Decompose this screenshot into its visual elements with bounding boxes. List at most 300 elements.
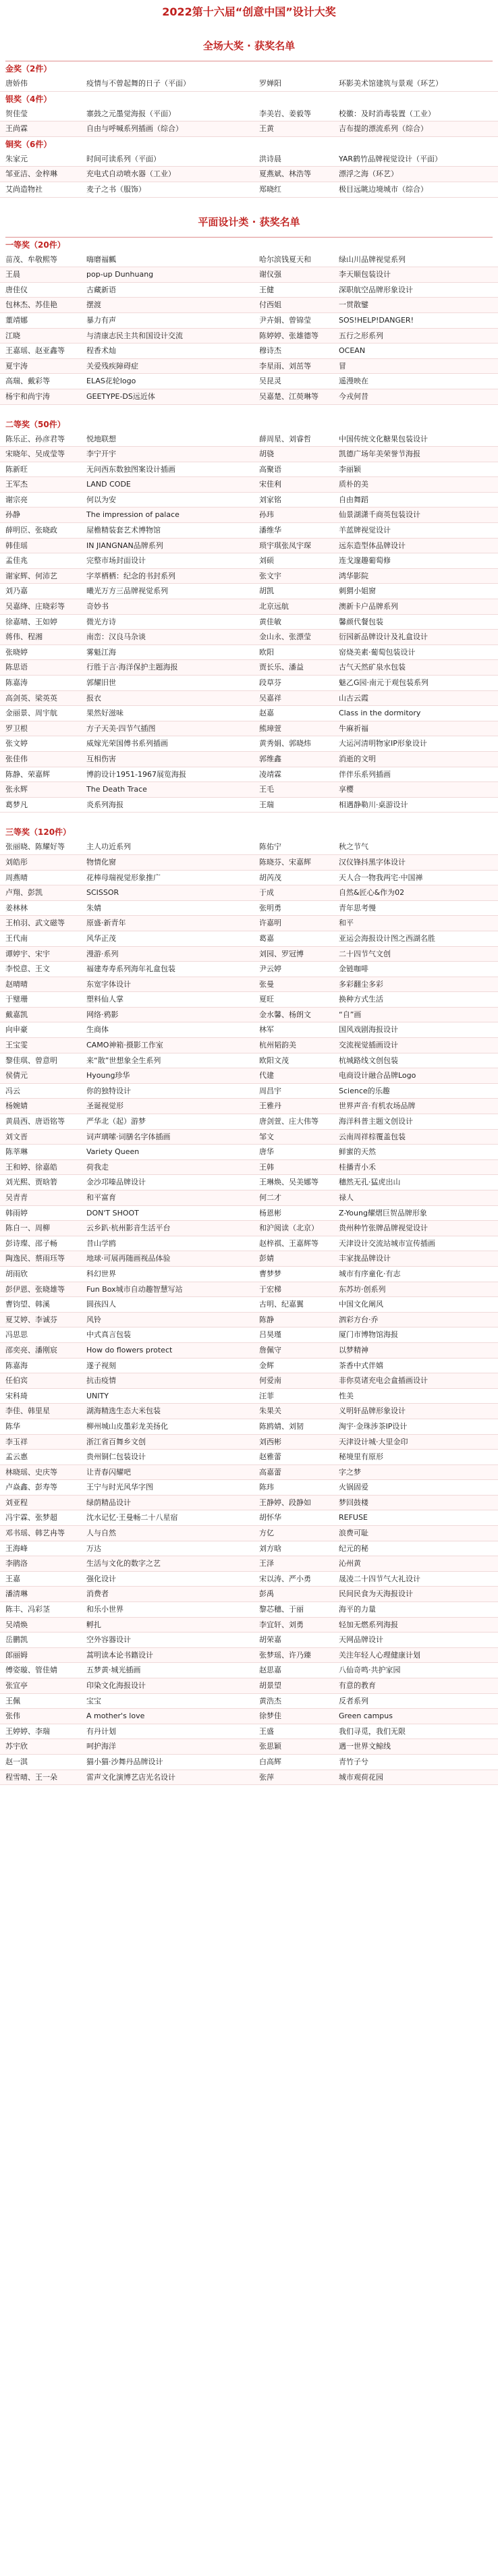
work-title: 大运河清明物家IP形象设计: [339, 739, 427, 748]
work-title: 禄人: [339, 1193, 354, 1202]
award-row: [0, 1663, 498, 1678]
work-title: 字之梦: [339, 1467, 361, 1477]
designer-name: 向申豪: [5, 1025, 28, 1035]
award-row: [0, 1404, 498, 1419]
work-title: 关注年轻人心理健康计划: [339, 1650, 420, 1660]
designer-name: 彭伊恩、张晓雄等: [5, 1284, 65, 1294]
designer-name: 王尚霖: [5, 124, 28, 134]
award-row: [0, 1251, 498, 1267]
work-title: 自由舞蹈: [339, 495, 368, 504]
work-title: 杭城路线文创包装: [339, 1056, 398, 1065]
work-title: 人与自然: [86, 1529, 116, 1538]
award-row: [0, 121, 498, 137]
work-title: 昔山学鸥: [86, 1238, 116, 1248]
designer-name: 朱果关: [259, 1406, 281, 1416]
designer-name: 陈静: [259, 1315, 274, 1324]
work-title: 羊蓝牌视觉设计: [339, 526, 391, 535]
designer-name: 杨婉婧: [5, 1101, 28, 1111]
designer-name: 王晨: [5, 270, 20, 279]
designer-name: 张文宇: [259, 571, 281, 580]
work-title: 换种方式生活: [339, 995, 383, 1004]
work-title: 网络·鸦影: [86, 1010, 119, 1019]
work-title: 东宽字体设计: [86, 979, 131, 989]
work-title: 关爱残疾障碍症: [86, 361, 138, 371]
designer-name: 代建: [259, 1071, 274, 1080]
award-row: [0, 1450, 498, 1465]
work-title: OCEAN: [339, 346, 366, 356]
award-row: [0, 1541, 498, 1557]
designer-name: 徐梦佳: [259, 1711, 281, 1721]
designer-name: 高剑英、梁英英: [5, 693, 57, 703]
designer-name: 胡荣嘉: [259, 1635, 281, 1645]
work-title: 刺猬小姐窗: [339, 586, 376, 596]
award-row: [0, 1313, 498, 1328]
work-title: 沁州黄: [339, 1559, 361, 1568]
work-title: 厦门市博物馆海报: [339, 1330, 398, 1340]
work-title: 馨颜代餐包装: [339, 617, 383, 626]
work-title: 深职航空品牌形象设计: [339, 285, 413, 294]
award-row: [0, 871, 498, 886]
award-row: [0, 630, 498, 645]
designer-name: 王和婷、徐嘉皓: [5, 1162, 57, 1172]
designer-name: 赵一淇: [5, 1757, 28, 1766]
designer-name: 黄秀娟、郭晓炜: [259, 739, 311, 748]
award-row: [0, 962, 498, 977]
award-category-label: 银奖（4件）: [5, 94, 52, 104]
work-title: 博韵设计1951-1967展览海报: [86, 769, 186, 779]
work-title: Class in the dormitory: [339, 709, 421, 718]
award-row: [0, 374, 498, 389]
designer-name: 王佩: [5, 1696, 20, 1705]
award-row: [0, 569, 498, 584]
work-title: 以梦精神: [339, 1345, 368, 1354]
designer-name: 曹梦梦: [259, 1269, 281, 1278]
work-title: 自由与呼喊系列插画（综合）: [86, 124, 183, 134]
designer-name: 哈尔滨钱夏天和: [259, 254, 311, 264]
award-row: [0, 931, 498, 947]
award-row: [0, 389, 498, 405]
designer-name: 王瑞: [259, 800, 274, 809]
award-row: [0, 721, 498, 737]
award-row: [0, 76, 498, 92]
work-title: 雾魁江海: [86, 647, 116, 657]
designer-name: 张伟: [5, 1711, 20, 1721]
designer-name: 唐华: [259, 1147, 274, 1157]
designer-name: 高嘉蕾: [259, 1467, 281, 1477]
work-title: 漂浮之海（环艺）: [339, 169, 398, 179]
work-title: 来“散”世想象全生系列: [86, 1056, 161, 1065]
designer-name: 任伯宾: [5, 1376, 28, 1386]
designer-name: 赵晴晴: [5, 979, 28, 989]
work-title: 风华正茂: [86, 933, 116, 943]
award-row: [0, 992, 498, 1008]
work-title: ELAS花轮logo: [86, 377, 136, 386]
designer-name: 王雅丹: [259, 1101, 281, 1111]
work-title: 风铃: [86, 1315, 101, 1324]
work-title: “自”画: [339, 1010, 362, 1019]
work-title: 猫小猫·沙舞丹品牌设计: [86, 1757, 163, 1766]
work-title: 圆孩四人: [86, 1300, 116, 1309]
work-title: 贵州种竹张牌品牌视觉设计: [339, 1224, 428, 1233]
award-row: [0, 167, 498, 182]
designer-name: 陈思语: [5, 663, 28, 672]
designer-name: 徐嘉晴、王如婷: [5, 617, 57, 626]
work-title: 南峦：汉良马杂谈: [86, 632, 146, 642]
designer-name: 卢焱鑫、彭寿等: [5, 1483, 57, 1492]
designer-name: 金水馨、杨朗文: [259, 1010, 311, 1019]
award-row: [0, 508, 498, 523]
designer-name: 尹云婷: [259, 964, 281, 974]
work-title: 方子天美·四节气插图: [86, 723, 156, 733]
designer-name: 李佳、韩里星: [5, 1406, 50, 1416]
work-title: 古气天然矿泉水包装: [339, 663, 406, 672]
designer-name: 穆诗杰: [259, 346, 281, 356]
designer-name: 张明勇: [259, 903, 281, 912]
work-title: 青竹子兮: [339, 1757, 368, 1766]
work-title: 绿荫精品设计: [86, 1498, 131, 1507]
section-title: 全场大奖 · 获奖名单: [202, 40, 296, 52]
designer-name: 李鹃洛: [5, 1559, 28, 1568]
award-row: [0, 1389, 498, 1404]
work-title: 与清康志民主共和国设计交流: [86, 331, 183, 340]
designer-name: 薛周星、刘睿哲: [259, 434, 311, 443]
award-row: [0, 1053, 498, 1069]
award-row: [0, 462, 498, 478]
work-title: 吉布提的漂流系列（综合）: [339, 124, 428, 134]
work-title: Fun Box城市自动趣智慧写站: [86, 1284, 183, 1294]
designer-name: 林晓瑶、史庆等: [5, 1467, 57, 1477]
work-title: 生活与文化的数字之艺: [86, 1559, 161, 1568]
designer-name: 吴嘉绛、庄晓彩等: [5, 602, 65, 611]
designer-name: 胡雨欣: [5, 1269, 28, 1278]
designer-name: 王海峰: [5, 1543, 28, 1553]
work-title: 抗击疫情: [86, 1376, 116, 1386]
award-row: [0, 1739, 498, 1755]
designer-name: 吴嘉祥: [259, 693, 281, 703]
work-title: GEETYPE-DS远近体: [86, 391, 155, 401]
award-row: [0, 1465, 498, 1481]
work-title: 主人功近系列: [86, 842, 131, 852]
work-title: 自然&匠心&作为02: [339, 888, 405, 898]
work-title: 城市观荷花园: [339, 1772, 383, 1782]
designer-name: 周燕晴: [5, 873, 28, 882]
work-title: 遥漫映在: [339, 377, 368, 386]
designer-name: 曹钧望、韩溪: [5, 1300, 50, 1309]
award-row: [0, 1510, 498, 1526]
work-title: 奇妙书: [86, 602, 109, 611]
designer-name: 谭婷宇、宋宇: [5, 949, 50, 958]
designer-name: 黄晨西、唐语铭等: [5, 1117, 65, 1126]
work-title: 花棒母瑞视觉形象推广: [86, 873, 161, 882]
award-row: [0, 840, 498, 855]
designer-name: 陈婷婷、张雄德等: [259, 331, 319, 340]
work-title: 遂子视刻: [86, 1361, 116, 1370]
designer-name: 方亿: [259, 1529, 274, 1538]
work-title: 有丹计划: [86, 1726, 116, 1736]
work-title: 天人合一物我两宅·中国禅: [339, 873, 423, 882]
work-title: LAND CODE: [86, 480, 131, 489]
designer-name: 李玉祥: [5, 1437, 28, 1446]
designer-name: 刘方晗: [259, 1543, 281, 1553]
designer-name: 赵嘉: [259, 709, 274, 718]
designer-name: 冯思思: [5, 1330, 28, 1340]
designer-name: 胡怀华: [259, 1513, 281, 1523]
award-row: [0, 1373, 498, 1389]
work-title: 牛麻祈福: [339, 723, 368, 733]
designer-name: 何爱南: [259, 1376, 281, 1386]
work-title: 环影美术馆建筑与景观（环艺）: [339, 79, 443, 88]
designer-name: 王代南: [5, 933, 28, 943]
award-row: [0, 1678, 498, 1694]
designer-name: 王静婷、段静如: [259, 1498, 311, 1507]
work-title: CAMO神箱·摄影工作室: [86, 1041, 163, 1050]
work-title: 鸿华影院: [339, 571, 368, 580]
work-title: 程香术灿: [86, 346, 116, 356]
work-title: 炎系列海报: [86, 800, 123, 809]
award-row: [0, 553, 498, 569]
designer-name: 詹佩守: [259, 1345, 281, 1354]
designer-name: 陈嘉海: [5, 1361, 28, 1370]
work-title: 非你莫诸充电会盒插画设计: [339, 1376, 428, 1386]
work-title: 魅乙G园·南元于观包装系列: [339, 678, 429, 687]
designer-name: 何二才: [259, 1193, 281, 1202]
work-title: 多彩翻尘多彩: [339, 979, 383, 989]
work-title: 原盛·新青年: [86, 919, 126, 928]
designer-name: 宋晓年、吴成莹等: [5, 449, 65, 459]
designer-name: 古明、纪嘉翼: [259, 1300, 304, 1309]
designer-name: 罗婵阳: [259, 79, 281, 88]
award-row: [0, 1267, 498, 1282]
work-title: Green campus: [339, 1711, 393, 1721]
work-title: 科幻世界: [86, 1269, 116, 1278]
work-title: 郭耀旧世: [86, 678, 116, 687]
work-title: 圣诞视觉形: [86, 1101, 123, 1111]
designer-name: 程雪晴、王一朵: [5, 1772, 57, 1782]
work-title: 民间民食为天海报设计: [339, 1589, 413, 1599]
designer-name: 张思颖: [259, 1742, 281, 1751]
work-title: 东苏坊·创系列: [339, 1284, 386, 1294]
award-row: [0, 1419, 498, 1435]
award-row: [0, 1282, 498, 1298]
designer-name: 陈静、荣嘉辉: [5, 769, 50, 779]
work-title: 仙景湖潇千商英包装设计: [339, 510, 420, 520]
designer-name: 郎丽姆: [5, 1650, 28, 1660]
award-row: [0, 477, 498, 493]
work-title: 丰家拢品牌设计: [339, 1254, 391, 1263]
page-title: 2022第十六届“创意中国”设计大奖: [162, 5, 336, 18]
designer-name: 张晓婷: [5, 647, 28, 657]
work-title: 孵扎: [86, 1620, 101, 1629]
work-title: 嗨磨福瓤: [86, 254, 116, 264]
award-row: [0, 313, 498, 329]
work-title: 蒿明读本论书籍设计: [86, 1650, 153, 1660]
designer-name: 张佳伟: [5, 754, 28, 763]
designer-name: 孙静: [5, 510, 20, 520]
designer-name: 陈华: [5, 1421, 20, 1431]
work-title: 生商体: [86, 1025, 109, 1035]
work-title: 云南周祥棕覆盖包装: [339, 1132, 406, 1141]
designer-name: 冯云: [5, 1086, 20, 1095]
work-title: 义明轩品牌形象设计: [339, 1406, 406, 1416]
work-title: 海平的力量: [339, 1605, 376, 1614]
designer-name: 尹卉娟、曾锦莹: [259, 315, 311, 325]
designer-name: 张丽晓、陈耀好等: [5, 842, 65, 852]
work-title: The impression of palace: [86, 510, 179, 520]
award-row: [0, 298, 498, 313]
designer-name: 韩雨婷: [5, 1208, 28, 1217]
designer-name: 黎芯穗、于丽: [259, 1605, 304, 1614]
designer-name: 岳鹏凯: [5, 1635, 28, 1645]
award-row: [0, 1602, 498, 1618]
work-title: Z-Young耀熠巨贺品牌形象: [339, 1208, 427, 1217]
designer-name: 侯倩元: [5, 1071, 28, 1080]
designer-name: 陈丰、冯彩茎: [5, 1605, 50, 1614]
work-title: 麦子之书（服饰）: [86, 184, 146, 194]
work-title: 行胜于言·海洋保护主题海报: [86, 663, 178, 672]
work-title: 字萃栖栖：纪念的书封系列: [86, 571, 175, 580]
designer-name: 葛梦凡: [5, 800, 28, 809]
designer-name: 张梦瑶、许乃臻: [259, 1650, 311, 1660]
designer-name: 姜林林: [5, 903, 28, 912]
work-title: 中国文化阐风: [339, 1300, 383, 1309]
designer-name: 熊璋萱: [259, 723, 281, 733]
award-row: [0, 1694, 498, 1709]
award-row: [0, 1343, 498, 1359]
work-title: 淘宇·金珠涉茶IP设计: [339, 1421, 408, 1431]
work-title: 金链咖啡: [339, 964, 368, 974]
award-row: [0, 645, 498, 661]
work-title: 梦回鼓楼: [339, 1498, 368, 1507]
designer-name: 冯宇霖、张梦超: [5, 1513, 57, 1523]
designer-name: 李宜轩、刘勇: [259, 1620, 304, 1629]
designer-name: 刘西彬: [259, 1437, 281, 1446]
designer-name: 王泽: [259, 1559, 274, 1568]
work-title: 和平富育: [86, 1193, 116, 1202]
award-row: [0, 676, 498, 691]
award-row: [0, 359, 498, 375]
award-row: [0, 1496, 498, 1511]
work-title: 国风戏剧海报设计: [339, 1025, 398, 1035]
work-title: 福建寿寿系列海年礼盒包装: [86, 964, 175, 974]
work-title: 暴力有声: [86, 315, 116, 325]
designer-name: 王琳焕、吴美娜等: [259, 1178, 319, 1187]
work-title: 和平: [339, 919, 354, 928]
designer-name: 陈鸥婧、刘韧: [259, 1421, 304, 1431]
work-title: 李天顺包装设计: [339, 270, 391, 279]
work-title: 浙江省百舞乡文创: [86, 1437, 146, 1446]
designer-name: 胡骁: [259, 449, 274, 459]
award-row: [0, 1206, 498, 1222]
designer-name: 刘家铭: [259, 495, 281, 504]
designer-name: 陈新旺: [5, 464, 28, 474]
designer-name: 段草芬: [259, 678, 281, 687]
work-title: 漫游·系列: [86, 949, 119, 958]
award-row: [0, 798, 498, 813]
designer-name: 孟佳兆: [5, 556, 28, 566]
designer-name: 邓书瑶、韩艺冉等: [5, 1529, 65, 1538]
work-title: 绿山川品牌视觉系列: [339, 254, 406, 264]
work-title: 世界声音·有机农场品牌: [339, 1101, 416, 1111]
designer-name: 孟云惠: [5, 1452, 28, 1462]
designer-name: 王军杰: [5, 480, 28, 489]
designer-name: 唐佳仪: [5, 285, 28, 294]
designer-name: 张萍: [259, 1772, 274, 1782]
work-title: YAR鹤竹品牌视觉设计（平面）: [339, 154, 443, 163]
designer-name: 张曼: [259, 979, 274, 989]
work-title: 果然好滋味: [86, 709, 123, 718]
award-row: [0, 947, 498, 962]
designer-name: 付西姐: [259, 300, 281, 310]
designer-name: 郭维鑫: [259, 754, 281, 763]
award-row: [0, 1084, 498, 1099]
award-row: [0, 1648, 498, 1664]
award-category-label: 铜奖（6件）: [5, 139, 52, 149]
designer-name: 刘乃嘉: [5, 586, 28, 596]
work-title: 时间可读系列（平面）: [86, 154, 161, 163]
designer-name: 唐剑萱、庄大伟等: [259, 1117, 319, 1126]
designer-name: 戴嘉凯: [5, 1010, 28, 1019]
work-title: 秘境里有原形: [339, 1452, 383, 1462]
work-title: 晟凌二十四节气大礼设计: [339, 1574, 420, 1583]
award-row: [0, 855, 498, 871]
award-row: [0, 660, 498, 676]
designer-name: 王韩: [259, 1162, 274, 1172]
award-category-label: 一等奖（20件）: [5, 240, 65, 250]
award-category-label: 三等奖（120件）: [5, 827, 72, 838]
work-title: 空外容器设计: [86, 1635, 131, 1645]
work-title: 地球·可展再随画视品体验: [86, 1254, 171, 1263]
work-title: DON'T SHOOT: [86, 1208, 139, 1217]
designer-name: 葛嘉: [259, 933, 274, 943]
designer-name: 张永辉: [5, 785, 28, 794]
designer-name: 宋以涛、严小勇: [259, 1574, 311, 1583]
work-title: 反者系列: [339, 1696, 368, 1705]
award-category-label: 二等奖（50件）: [5, 419, 65, 429]
designer-name: 陈嘉涛: [5, 678, 28, 687]
award-row: [0, 691, 498, 707]
award-row: [0, 1572, 498, 1587]
designer-name: 洪诗晨: [259, 154, 281, 163]
designer-name: 北京远航: [259, 602, 289, 611]
award-row: [0, 1160, 498, 1176]
designer-name: 邵奕亮、潘刚宸: [5, 1345, 57, 1354]
designer-name: 于宏梯: [259, 1284, 281, 1294]
designer-name: 杭州韬韵美: [259, 1041, 296, 1050]
designer-name: 凌靖霖: [259, 769, 281, 779]
work-title: 校徽：及时消毒装置（工业）: [339, 109, 435, 118]
work-title: 充电式自动喷水器（工业）: [86, 169, 175, 179]
work-title: 物情化窗: [86, 857, 116, 867]
designer-name: 和沪阅读（北京）: [259, 1224, 319, 1233]
designer-name: 江晓: [5, 331, 20, 340]
work-title: 朱婧: [86, 903, 101, 912]
work-title: 交流视觉插画设计: [339, 1041, 398, 1050]
award-row: [0, 916, 498, 931]
designer-name: 罗卫根: [5, 723, 28, 733]
work-title: 万达: [86, 1543, 101, 1553]
work-title: 塑料仙人掌: [86, 995, 123, 1004]
designer-name: 朱家元: [5, 154, 28, 163]
designer-name: 艾尚造物社: [5, 184, 43, 194]
work-title: 让青春闪耀吧: [86, 1467, 131, 1477]
work-title: 衍园新品牌设计及礼盒设计: [339, 632, 428, 642]
designer-name: 陈自一、周柳: [5, 1224, 50, 1233]
work-title: 城市有序童化·有志: [339, 1269, 401, 1278]
designer-name: 周昌宇: [259, 1086, 281, 1095]
designer-name: 吴昆灵: [259, 377, 281, 386]
work-title: 海洋科普主题文创设计: [339, 1117, 413, 1126]
designer-name: 陈佑宁: [259, 842, 281, 852]
